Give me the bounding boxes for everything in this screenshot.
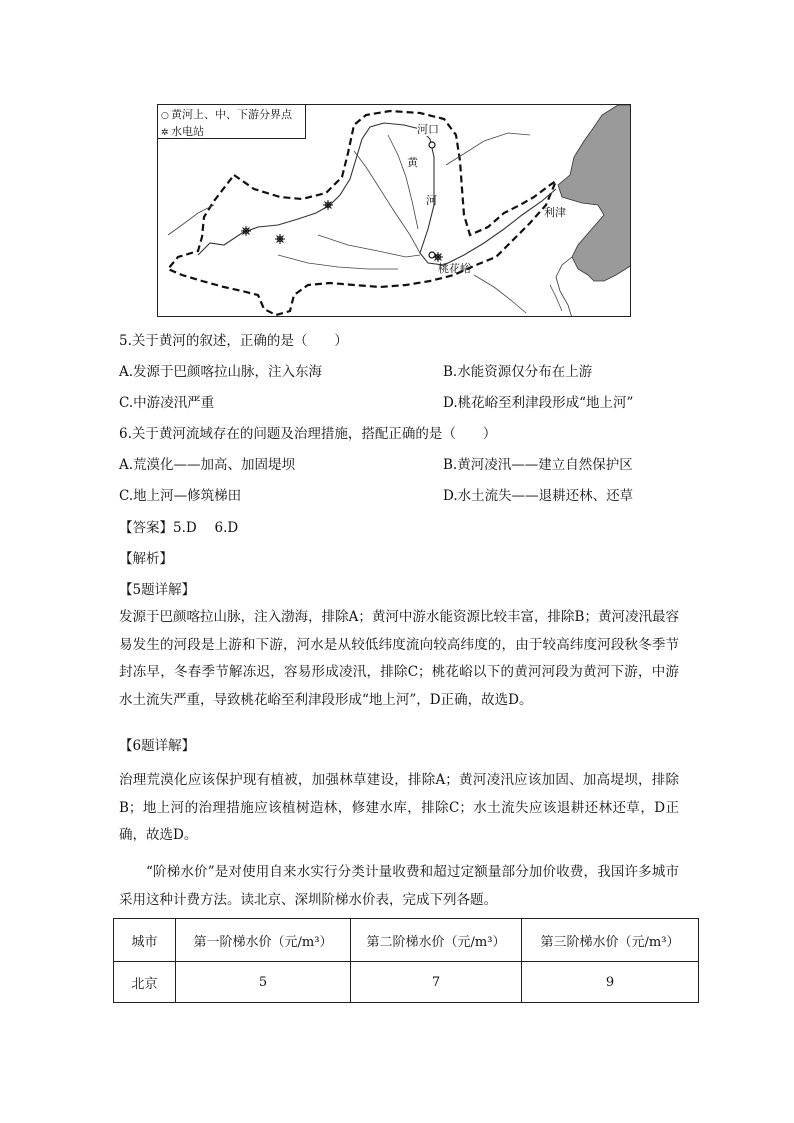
q6-option-d: D.水土流失——退耕还林、还草 (443, 488, 634, 504)
header-tier3: 第三阶梯水价（元/m³） (522, 919, 699, 962)
q5-option-d: D.桃花峪至利津段形成“地上河” (443, 395, 634, 411)
q5-option-c: C.中游凌汛严重 (119, 395, 215, 411)
answer-line: 【答案】5.D 6.D (119, 520, 239, 536)
hydropower-station-4 (433, 252, 443, 262)
table-header-row (114, 919, 699, 962)
cell-tier1: 5 (176, 962, 351, 1003)
boundary-point-hekou (429, 142, 435, 148)
header-city: 城市 (114, 919, 176, 962)
label-lijin: 利津 (544, 206, 566, 219)
label-taohuayu: 桃花峪 (438, 262, 471, 275)
label-river-char2: 河 (426, 194, 437, 207)
q6-stem: 6.关于黄河流域存在的问题及治理措施，搭配正确的是（ ） (119, 426, 497, 442)
map-legend (158, 105, 306, 139)
q5-detail-heading: 【5题详解】 (119, 582, 196, 598)
header-tier1: 第一阶梯水价（元/m³） (176, 919, 351, 962)
q5-detail-text: 发源于巴颜喀拉山脉，注入渤海，排除A；黄河中游水能资源比较丰富，排除B；黄河凌汛最容易发生的河段是上游和下游，河水是从较低纬度流向较高纬度的，由于较高纬度河段秋冬季节封冻早，冬春季节解冻迟，容易形成凌汛，排除C；桃花峪以下的黄河河段为黄河下游，中游水土流失严重，导致桃花峪至利津段形成“地上河”，D正确，故选D。 (119, 609, 679, 708)
legend-boundary-point: 黄河上、中、下游分界点 (171, 108, 292, 121)
cell-tier2: 7 (351, 962, 522, 1003)
yellow-river-map (157, 104, 631, 317)
cell-city: 北京 (114, 962, 176, 1003)
label-river-char1: 黄 (407, 156, 418, 169)
water-price-table (113, 918, 699, 1003)
basin-boundary (168, 111, 556, 315)
q6-option-a: A.荒漠化——加高、加固堤坝 (119, 457, 296, 473)
q5-option-b: B.水能资源仅分布在上游 (443, 364, 593, 380)
q6-detail-text: 治理荒漠化应该保护现有植被，加强林草建设，排除A；黄河凌汛应该加固、加高堤坝，排除B；地上河的治理措施应该植树造林，修建水库，排除C；水土流失应该退耕还林还草，D正确，故选D。 (119, 772, 679, 844)
analysis-heading: 【解析】 (119, 551, 173, 567)
hydropower-station-2 (275, 234, 285, 244)
tiered-water-price-intro: “阶梯水价”是对使用自来水实行分类计量收费和超过定额量部分加价收费，我国许多城市采用这种计费方法。读北京、深圳阶梯水价表，完成下列各题。 (119, 864, 679, 908)
table-row (114, 962, 699, 1003)
q6-option-c: C.地上河—修筑梯田 (119, 488, 242, 504)
legend-hydropower: 水电站 (171, 125, 204, 138)
q5-option-a: A.发源于巴颜喀拉山脉，注入东海 (119, 364, 323, 380)
hydropower-station-3 (323, 200, 333, 210)
header-tier2: 第二阶梯水价（元/m³） (351, 919, 522, 962)
label-hekou: 河口 (417, 123, 439, 136)
cell-tier3: 9 (522, 962, 699, 1003)
q6-option-b: B.黄河凌汛——建立自然保护区 (443, 457, 633, 473)
sea-area (558, 105, 631, 281)
q5-stem: 5.关于黄河的叙述，正确的是（ ） (119, 333, 348, 349)
hydropower-station-icon: ✲ (161, 128, 169, 138)
yellow-river-main (198, 123, 556, 265)
q6-detail-heading: 【6题详解】 (119, 738, 196, 754)
hydropower-station-1 (241, 226, 251, 236)
boundary-point-icon: ○ (161, 111, 169, 121)
